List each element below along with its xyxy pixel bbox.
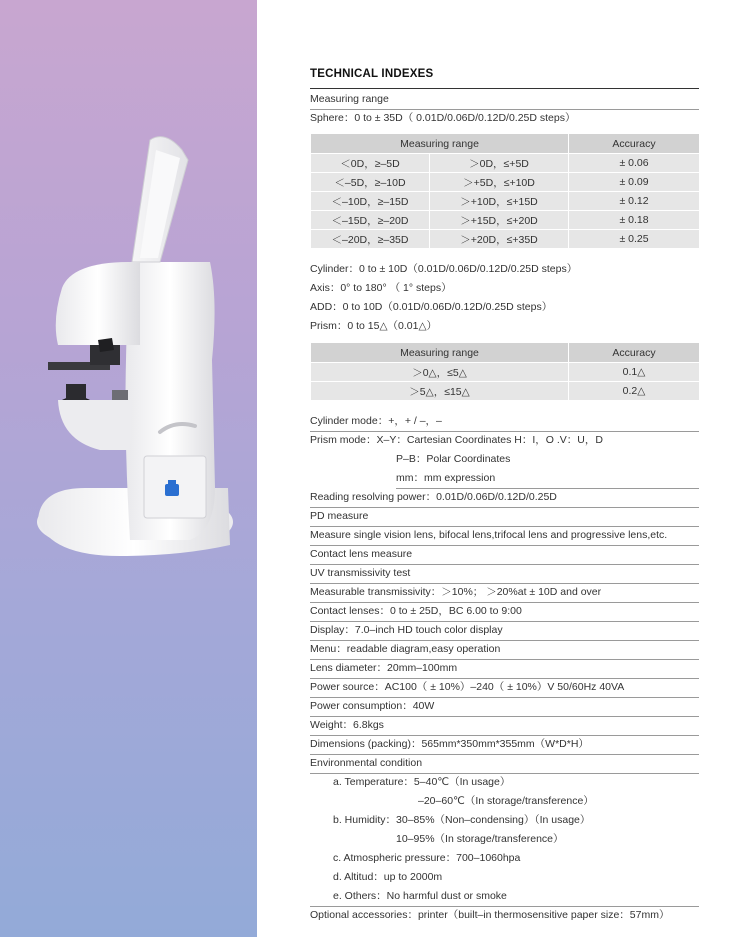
table-cell: ＞+5D，≤+10D	[430, 173, 569, 192]
prism-accuracy-table	[310, 342, 700, 401]
sphere-spec: Sphere：0 to ± 35D（ 0.01D/0.06D/0.12D/0.25D steps）	[310, 112, 576, 124]
table-cell: ± 0.09	[569, 173, 700, 192]
pd-measure: PD measure	[310, 507, 699, 527]
temperature-storage-spec: –20–60℃（In storage/transference）	[418, 795, 594, 807]
table-row	[311, 363, 700, 382]
product-photo-panel	[0, 0, 257, 937]
table-cell: ＜–15D，≥–20D	[311, 211, 430, 230]
humidity-spec: b. Humidity：30–85%（Non–condensing）（In usage）	[333, 814, 591, 826]
reading-resolving-power: Reading resolving power：0.01D/0.06D/0.12D/0.25D	[310, 488, 699, 508]
prism-mode-pb: P–B：Polar Coordinates	[396, 453, 511, 465]
table-header: Accuracy	[569, 134, 700, 154]
optional-accessories: Optional accessories：printer（built–in thermosensitive paper size：57mm）	[310, 909, 670, 921]
dimensions-spec: Dimensions (packing)：565mm*350mm*355mm（W*D*H）	[310, 735, 699, 755]
table-cell: ＜–10D，≥–15D	[311, 192, 430, 211]
temperature-spec: a. Temperature：5–40℃（In usage）	[333, 776, 511, 788]
table-cell: ± 0.06	[569, 154, 700, 173]
table-row	[311, 173, 700, 192]
cylinder-spec: Cylinder：0 to ± 10D（0.01D/0.06D/0.12D/0.25D steps）	[310, 263, 578, 275]
table-row	[311, 382, 700, 401]
sphere-accuracy-table	[310, 133, 700, 249]
table-cell: ± 0.25	[569, 230, 700, 249]
prism-mode-mm: mm：mm expression	[396, 469, 699, 489]
weight-spec: Weight：6.8kgs	[310, 716, 699, 736]
table-cell: ＜0D，≥–5D	[311, 154, 430, 173]
altitude-spec: d. Altitud：up to 2000m	[333, 871, 443, 883]
cylinder-mode: Cylinder mode：+，+ / –，–	[310, 412, 699, 432]
prism-spec: Prism：0 to 15△（0.01△）	[310, 320, 438, 332]
table-row	[311, 192, 700, 211]
power-source: Power source：AC100（ ± 10%）–240（ ± 10%）V 50/60Hz 40VA	[310, 678, 699, 698]
table-cell: ＞0D，≤+5D	[430, 154, 569, 173]
table-cell: ＜–20D，≥–35D	[311, 230, 430, 249]
table-header: Measuring range	[311, 343, 569, 363]
table-header: Measuring range	[311, 134, 569, 154]
environment-divider	[310, 887, 699, 907]
axis-spec: Axis：0° to 180° （ 1° steps）	[310, 282, 452, 294]
humidity-storage-spec: 10–95%（In storage/transference）	[396, 833, 564, 845]
display-spec: Display：7.0–inch HD touch color display	[310, 621, 699, 641]
others-spec: e. Others：No harmful dust or smoke	[333, 890, 507, 902]
table-header-row	[311, 343, 700, 363]
measurable-transmissivity: Measurable transmissivity：＞10%； ＞20%at ± 10D and over	[310, 583, 699, 603]
table-header-row	[311, 134, 700, 154]
contact-lenses: Contact lenses：0 to ± 25D，BC 6.00 to 9:00	[310, 602, 699, 622]
uv-test: UV transmissivity test	[310, 564, 699, 584]
table-cell: ± 0.18	[569, 211, 700, 230]
table-row	[311, 154, 700, 173]
prism-mode: Prism mode：X–Y：Cartesian Coordinates H：I，O .V：U，D	[310, 434, 603, 446]
contact-lens-measure: Contact lens measure	[310, 545, 699, 565]
lens-types: Measure single vision lens, bifocal lens,trifocal lens and progressive lens,etc.	[310, 526, 699, 546]
table-cell: 0.2△	[569, 382, 700, 401]
table-row	[311, 230, 700, 249]
add-spec: ADD：0 to 10D（0.01D/0.06D/0.12D/0.25D steps）	[310, 301, 553, 313]
table-row	[311, 211, 700, 230]
table-cell: ＞+10D，≤+15D	[430, 192, 569, 211]
pressure-spec: c. Atmospheric pressure：700–1060hpa	[333, 852, 521, 864]
table-cell: ＜–5D，≥–10D	[311, 173, 430, 192]
environmental-heading: Environmental condition	[310, 754, 699, 774]
table-cell: ± 0.12	[569, 192, 700, 211]
table-cell: ＞+15D，≤+20D	[430, 211, 569, 230]
menu-spec: Menu：readable diagram,easy operation	[310, 640, 699, 660]
measuring-range-heading: Measuring range	[310, 90, 699, 110]
table-cell: 0.1△	[569, 363, 700, 382]
table-cell: ＞0△，≤5△	[311, 363, 569, 382]
table-cell: ＞+20D，≤+35D	[430, 230, 569, 249]
table-cell: ＞5△，≤15△	[311, 382, 569, 401]
lensmeter-illustration	[0, 0, 257, 937]
table-header: Accuracy	[569, 343, 700, 363]
lens-diameter: Lens diameter：20mm–100mm	[310, 659, 699, 679]
page-title: TECHNICAL INDEXES	[310, 68, 434, 80]
title-divider	[310, 88, 699, 89]
power-consumption: Power consumption：40W	[310, 697, 699, 717]
